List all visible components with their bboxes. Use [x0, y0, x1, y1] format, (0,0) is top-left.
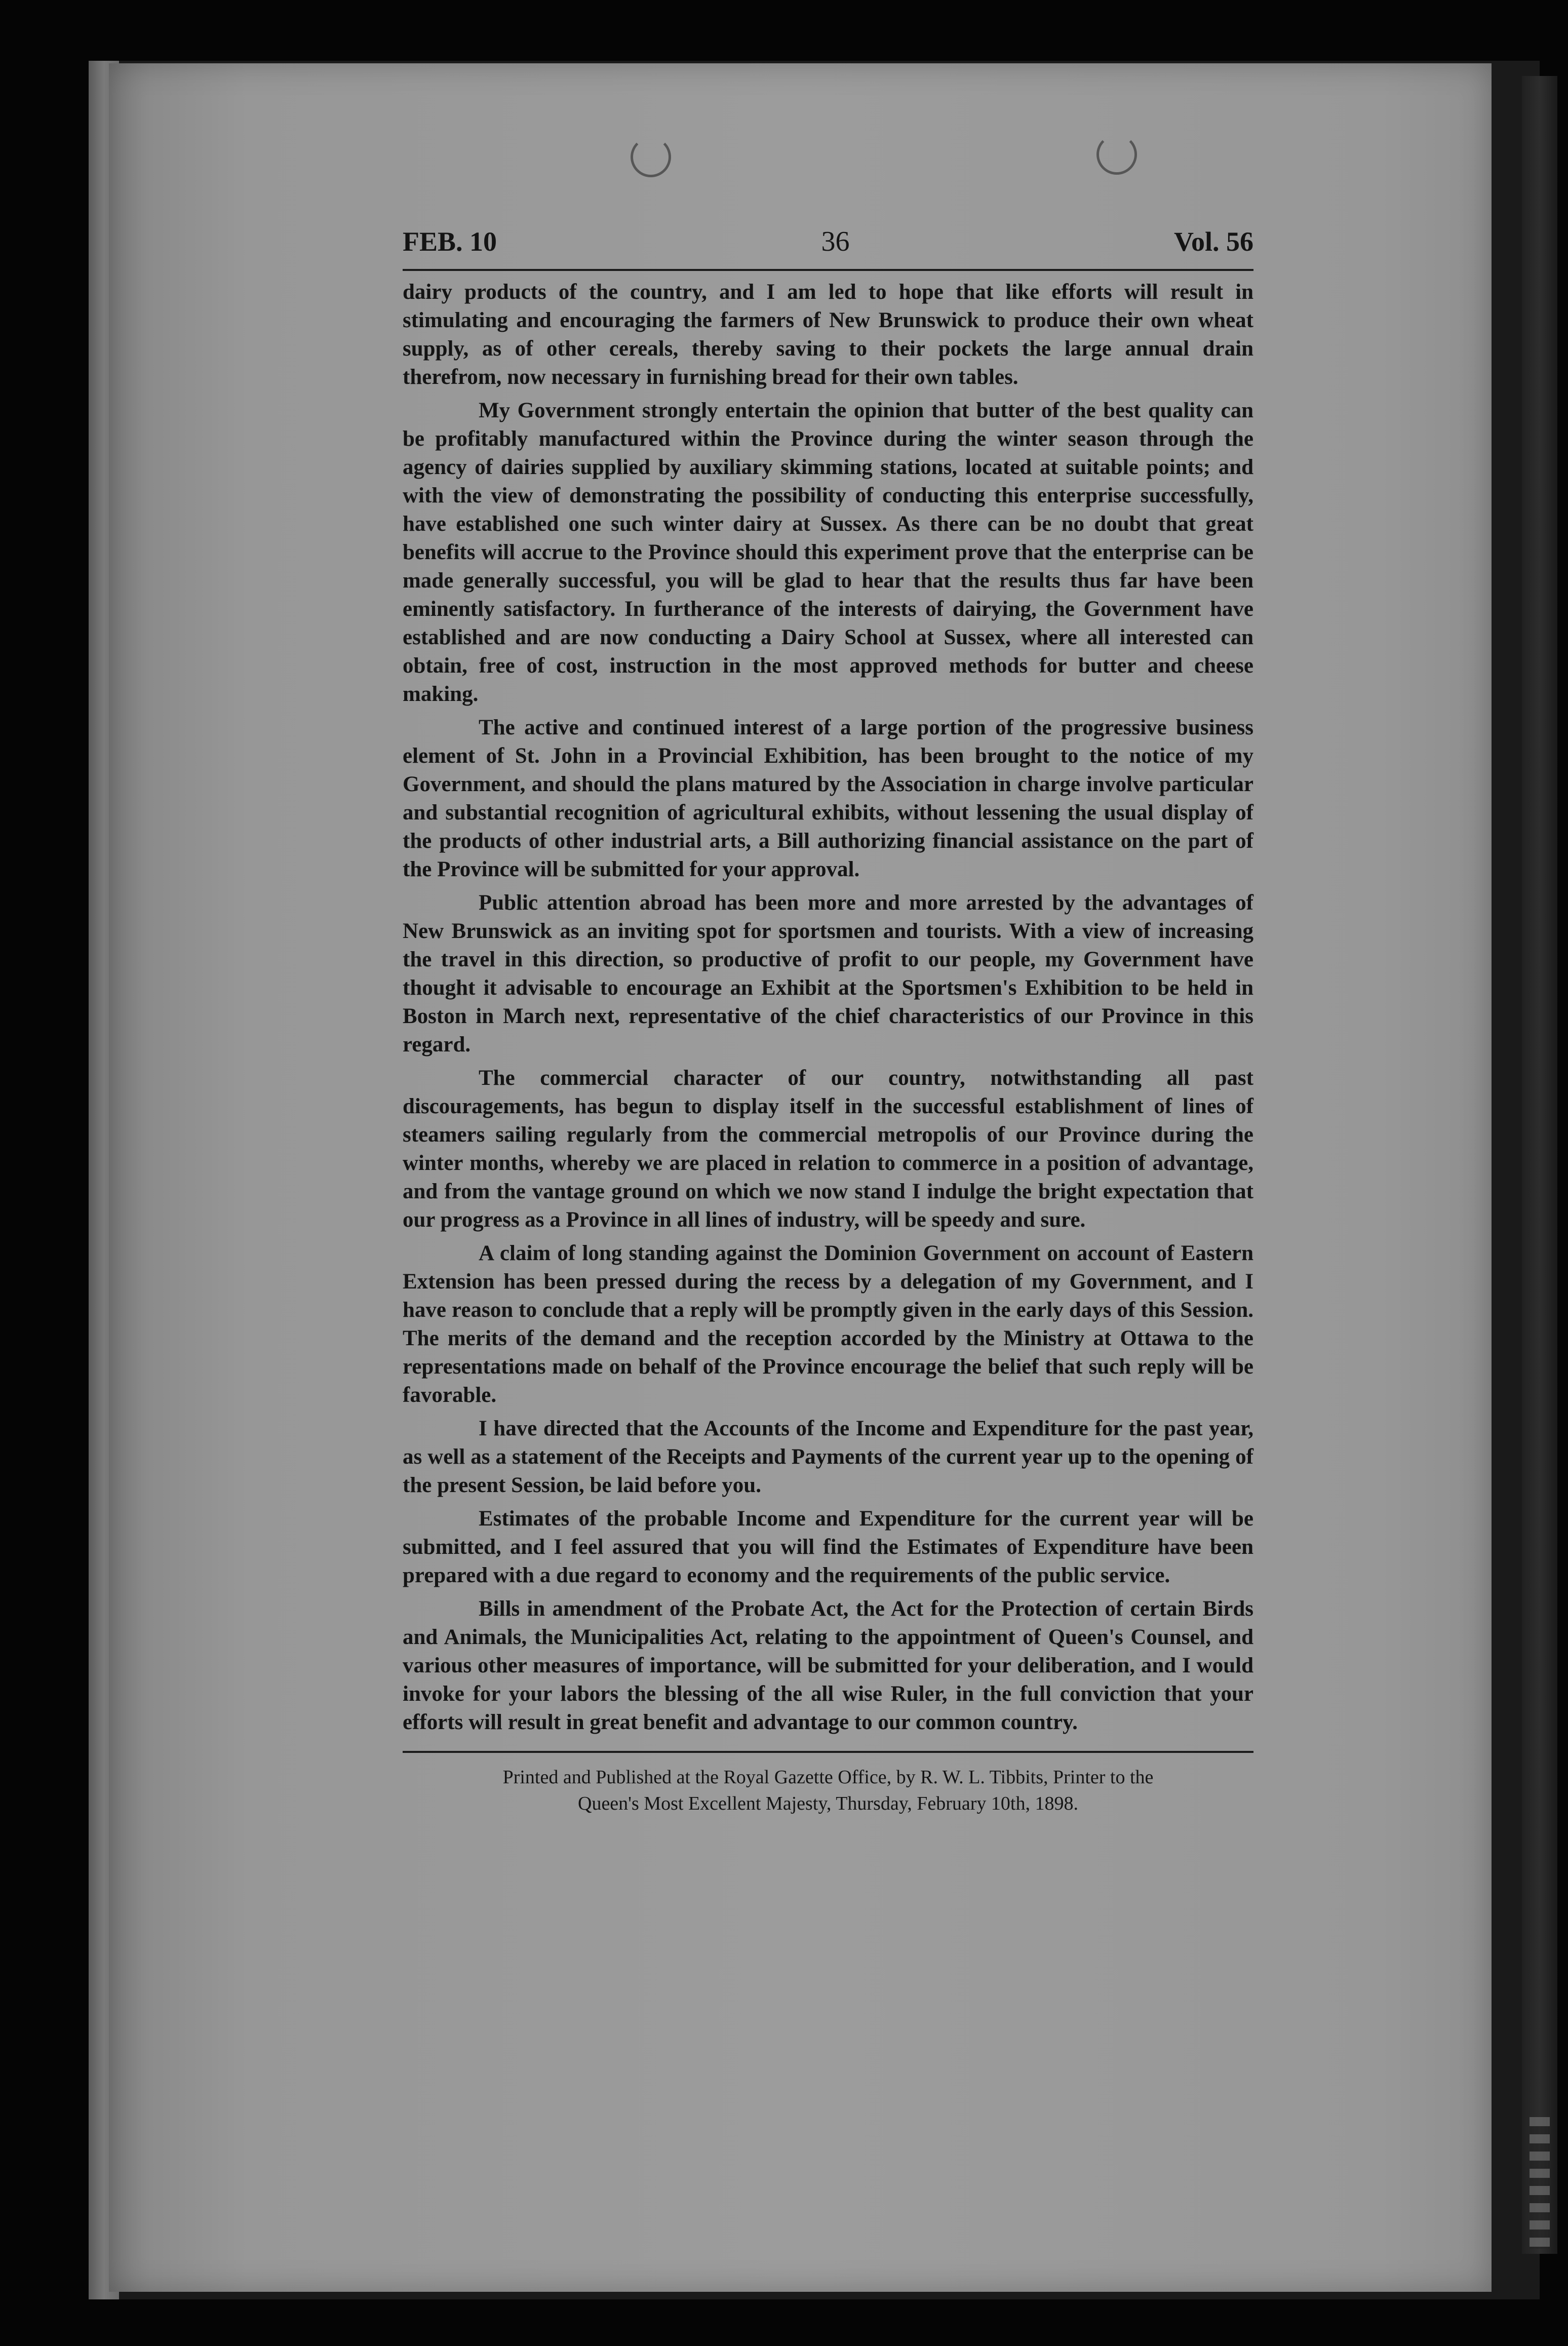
speech-body	[403, 278, 1253, 1737]
paragraph: I have directed that the Accounts of the Income and Expenditure for the past year, as well as a statement of the Receipts and Payments of the current year up to the opening of the present Session, be laid before you.	[403, 1417, 1253, 1497]
imprint-line-2: Queen's Most Excellent Majesty, Thursday, February 10th, 1898.	[578, 1793, 1078, 1814]
volume-label: Vol. 56	[1173, 226, 1253, 257]
imprint	[403, 1764, 1253, 1817]
page-header	[403, 225, 1253, 271]
paragraph: My Government strongly entertain the opinion that butter of the best quality can be profitably manufactured within the Province during the winter season through the agency of dairies supplied by auxiliary skimming stations, located at suitable points; and with the view of demonstrating the possibility of conducting this enterprise successfully, have established one such winter dairy at Sussex. As there can be no doubt that great benefits will accrue to the Province should this experiment prove that the enterprise can be made generally successful, you will be glad to hear that the results thus far have been eminently satisfactory. In furtherance of the interests of dairying, the Government have established and are now conducting a Dairy School at Sussex, where all interested can obtain, free of cost, instruction in the most approved methods for butter and cheese making.	[403, 399, 1253, 706]
issue-date: FEB. 10	[403, 226, 497, 257]
binding-hole-icon	[631, 137, 671, 177]
spine-marks	[1530, 2117, 1550, 2249]
paragraph: Public attention abroad has been more and more arrested by the advantages of New Brunswick as an inviting spot for sportsmen and tourists. With a view of increasing the travel in this direction, so productive of profit to our people, my Government have thought it advisable to encourage an Exhibit at the Sportsmen's Exhibition to be held in Boston in March next, representative of the chief characteristics of our Province in this regard.	[403, 891, 1253, 1057]
paragraph: Bills in amendment of the Probate Act, the Act for the Protection of certain Birds and Animals, the Municipalities Act, relating to the appointment of Queen's Counsel, and various other measures of importance, will be submitted for your deliberation, and I would invoke for your labors the blessing of the all wise Ruler, in the full conviction that your efforts will result in great benefit and advantage to our common country.	[403, 1597, 1253, 1734]
binding-hole-icon	[1096, 134, 1137, 175]
page-number: 36	[821, 226, 850, 257]
paragraph: A claim of long standing against the Dominion Government on account of Eastern Extension has been pressed during the recess by a delegation of my Government, and I have reason to conclude that a reply will be promptly given in the early days of this Session. The merits of the demand and the reception accorded by the Ministry at Ottawa to the representations made on behalf of the Province encourage the belief that such reply will be favorable.	[403, 1241, 1253, 1407]
adjacent-page-strip	[1522, 76, 1557, 2254]
footer-divider	[403, 1751, 1253, 1753]
page-content	[403, 225, 1253, 1817]
paragraph: The active and continued interest of a large portion of the progressive business element of St. John in a Provincial Exhibition, has been brought to the notice of my Government, and should the plans matured by the Association in charge involve particular and substantial recognition of agricultural exhibits, without lessening the usual display of the products of other industrial arts, a Bill authorizing financial assistance on the part of the Province will be submitted for your approval.	[403, 716, 1253, 881]
paragraph: Estimates of the probable Income and Expenditure for the current year will be submitted, and I feel assured that you will find the Estimates of Expenditure have been prepared with a due regard to economy and the requirements of the public service.	[403, 1507, 1253, 1587]
paragraph: The commercial character of our country, notwithstanding all past discouragements, has begun to display itself in the successful establishment of lines of steamers sailing regularly from the commercial metropolis of our Province during the winter months, whereby we are placed in relation to commerce in a position of advantage, and from the vantage ground on which we now stand I indulge the bright expectation that our progress as a Province in all lines of industry, will be speedy and sure.	[403, 1066, 1253, 1232]
paragraph: dairy products of the country, and I am led to hope that like efforts will result in stimulating and encouraging the farmers of New Brunswick to produce their own wheat supply, as of other cereals, thereby saving to their pockets the large annual drain therefrom, now necessary in furnishing bread for their own tables.	[403, 280, 1253, 389]
imprint-line-1: Printed and Published at the Royal Gazette Office, by R. W. L. Tibbits, Printer to the	[502, 1767, 1154, 1788]
